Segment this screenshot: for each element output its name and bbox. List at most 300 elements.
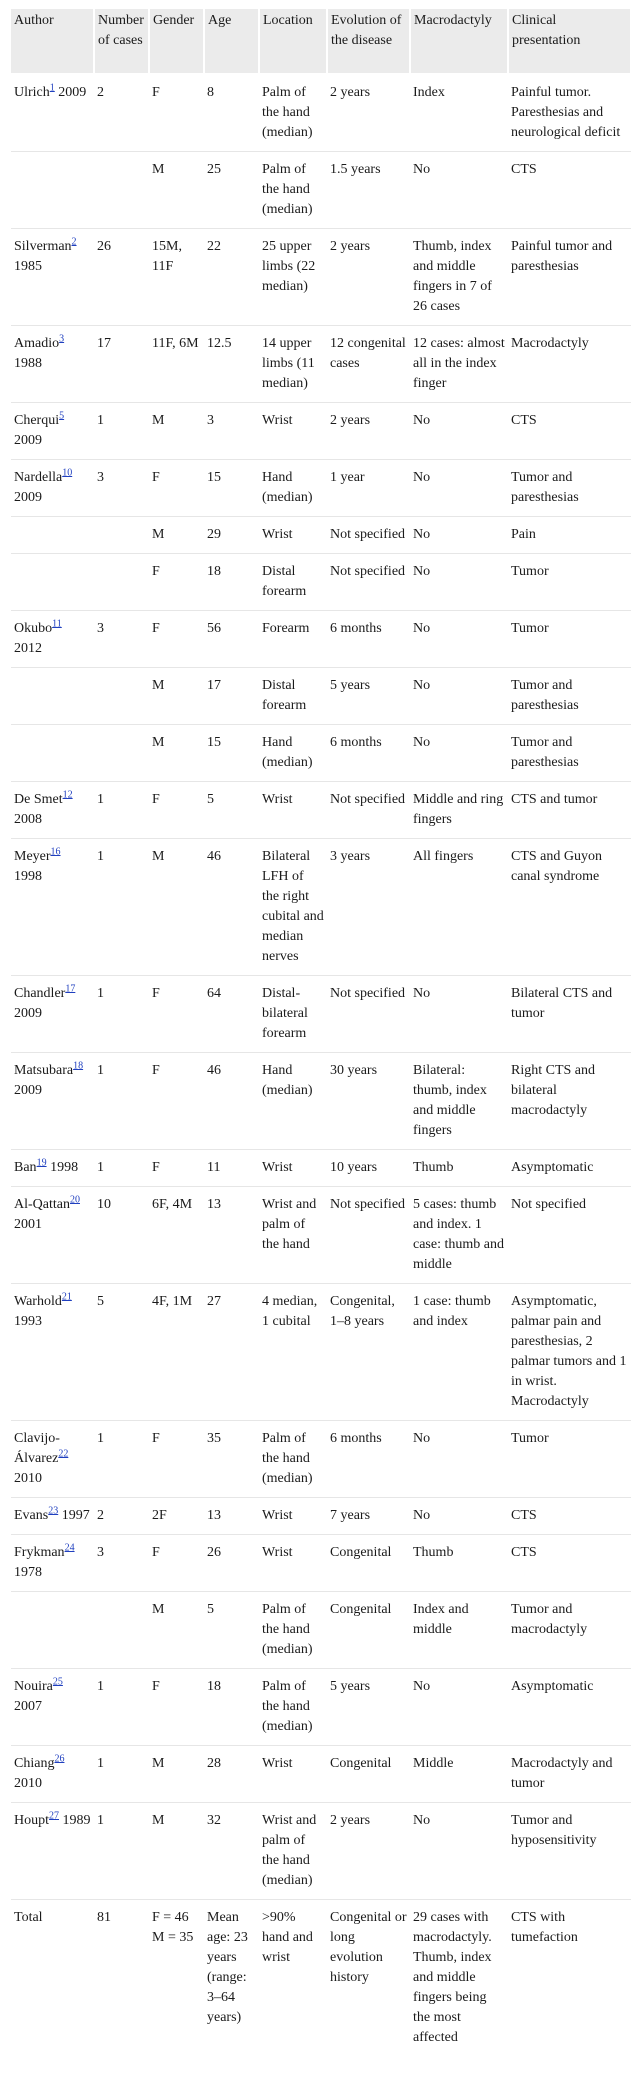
table-row: [11, 152, 631, 229]
cases-cell: 1: [94, 1669, 149, 1746]
author-cell: [11, 229, 94, 326]
table-row: [11, 1803, 631, 1900]
table-row: [11, 1421, 631, 1498]
macrodactyly-cell: All fingers: [410, 839, 508, 976]
cases-cell: 26: [94, 229, 149, 326]
author-name: Clavijo-Álvarez: [14, 1431, 60, 1466]
location-cell: 25 upper limbs (22 median): [259, 229, 327, 326]
age-cell: 46: [204, 1053, 259, 1150]
cases-cell: 1: [94, 976, 149, 1053]
author-cell: [11, 1498, 94, 1535]
evolution-cell: 2 years: [327, 229, 410, 326]
reference-link[interactable]: 27: [49, 1810, 59, 1822]
author-cell: [11, 326, 94, 403]
gender-cell: F: [149, 460, 204, 517]
author-cell: [11, 74, 94, 152]
cases-cell: 2: [94, 1498, 149, 1535]
clinical-cell: Bilateral CTS and tumor: [508, 976, 631, 1053]
author-cell: [11, 1592, 94, 1669]
location-cell: Wrist: [259, 1746, 327, 1803]
header-number-of-cases: Number of cases: [94, 9, 149, 74]
author-cell: [11, 1421, 94, 1498]
location-cell: Hand (median): [259, 460, 327, 517]
location-cell: >90% hand and wrist: [262, 1910, 313, 1965]
reference-link[interactable]: 16: [50, 846, 61, 858]
location-cell: 4 median, 1 cubital: [259, 1284, 327, 1421]
gender-cell: F: [149, 611, 204, 668]
age-cell: Mean age: 23 years (range: 3–64 years): [207, 1910, 248, 2025]
cases-cell: 10: [94, 1187, 149, 1284]
age-cell: 35: [204, 1421, 259, 1498]
age-cell: 15: [204, 460, 259, 517]
macrodactyly-cell: No: [410, 554, 508, 611]
table-row: [11, 1535, 631, 1592]
macrodactyly-cell: No: [410, 611, 508, 668]
cases-cell: 5: [94, 1284, 149, 1421]
evolution-cell: 5 years: [327, 668, 410, 725]
publication-year: 2010: [14, 1776, 42, 1791]
author-name: Frykman: [14, 1545, 65, 1560]
gender-cell: F = 46 M = 35: [152, 1910, 194, 1945]
cases-cell: 1: [94, 1150, 149, 1187]
author-name: Nouira: [14, 1679, 53, 1694]
age-cell: 5: [204, 782, 259, 839]
age-cell: 56: [204, 611, 259, 668]
header-clinical-presentation: Clinical presentation: [508, 9, 631, 74]
evolution-cell: Not specified: [327, 554, 410, 611]
author-cell: [11, 668, 94, 725]
gender-cell: F: [149, 1669, 204, 1746]
author-name: Silverman: [14, 239, 72, 254]
location-cell: Palm of the hand (median): [259, 1669, 327, 1746]
author-name: Houpt: [14, 1813, 49, 1828]
clinical-cell: CTS: [508, 1498, 631, 1535]
evolution-cell: 2 years: [327, 74, 410, 152]
author-name: De Smet: [14, 792, 63, 807]
evolution-cell: 1.5 years: [327, 152, 410, 229]
publication-year: 2008: [14, 812, 42, 827]
author-cell: [11, 1803, 94, 1900]
clinical-cell: Asymptomatic: [508, 1150, 631, 1187]
table-body: [11, 74, 631, 2056]
author-cell: [11, 611, 94, 668]
reference-link[interactable]: 25: [52, 1676, 63, 1688]
table-row: [11, 1592, 631, 1669]
macrodactyly-cell: Bilateral: thumb, index and middle fingers: [410, 1053, 508, 1150]
macrodactyly-cell: 5 cases: thumb and index. 1 case: thumb and middle: [410, 1187, 508, 1284]
table-row: [11, 460, 631, 517]
location-cell: 14 upper limbs (11 median): [259, 326, 327, 403]
author-name: Total: [14, 1910, 43, 1925]
author-name: Cherqui: [14, 413, 60, 428]
reference-link[interactable]: 18: [73, 1060, 84, 1072]
publication-year: 2007: [14, 1699, 42, 1714]
cases-cell: 1: [94, 839, 149, 976]
gender-cell: 6F, 4M: [149, 1187, 204, 1284]
gender-cell: 15M, 11F: [149, 229, 204, 326]
age-cell: 29: [204, 517, 259, 554]
cases-cell: 81: [97, 1910, 111, 1925]
gender-cell: F: [149, 782, 204, 839]
location-cell: Wrist and palm of the hand: [259, 1187, 327, 1284]
macrodactyly-cell: No: [410, 725, 508, 782]
table-row: [11, 782, 631, 839]
clinical-cell: Not specified: [508, 1187, 631, 1284]
author-name: Chiang: [14, 1756, 55, 1771]
cases-cell: [94, 1592, 149, 1669]
clinical-cell: Tumor: [508, 611, 631, 668]
evolution-cell: 12 congenital cases: [327, 326, 410, 403]
evolution-cell: 2 years: [327, 1803, 410, 1900]
location-cell: Wrist and palm of the hand (median): [259, 1803, 327, 1900]
evolution-cell: 3 years: [327, 839, 410, 976]
cases-cell: [94, 517, 149, 554]
author-name: Nardella: [14, 470, 63, 485]
age-cell: 25: [204, 152, 259, 229]
location-cell: Forearm: [259, 611, 327, 668]
table-header: [11, 9, 631, 74]
location-cell: Distal-bilateral forearm: [259, 976, 327, 1053]
author-name: Okubo: [14, 621, 53, 636]
author-name: Chandler: [14, 986, 66, 1001]
age-cell: 32: [204, 1803, 259, 1900]
table-row: [11, 74, 631, 152]
gender-cell: M: [149, 152, 204, 229]
evolution-cell: 6 months: [327, 1421, 410, 1498]
gender-cell: M: [149, 839, 204, 976]
location-cell: Hand (median): [259, 725, 327, 782]
macrodactyly-cell: No: [410, 1669, 508, 1746]
macrodactyly-cell: No: [410, 1498, 508, 1535]
macrodactyly-cell: Thumb, index and middle fingers in 7 of 26 cases: [410, 229, 508, 326]
author-cell: [11, 1187, 94, 1284]
publication-year: 2012: [14, 641, 42, 656]
macrodactyly-cell: No: [410, 460, 508, 517]
cases-cell: 1: [94, 1746, 149, 1803]
location-cell: Hand (median): [259, 1053, 327, 1150]
gender-cell: F: [149, 976, 204, 1053]
reference-link[interactable]: 10: [62, 467, 73, 479]
clinical-cell: Pain: [508, 517, 631, 554]
clinical-cell: Painful tumor. Paresthesias and neurological deficit: [508, 74, 631, 152]
clinical-cell: Tumor and paresthesias: [508, 725, 631, 782]
table-row: [11, 517, 631, 554]
macrodactyly-cell: Thumb: [410, 1535, 508, 1592]
cases-cell: 1: [94, 782, 149, 839]
table-row: [11, 1187, 631, 1284]
cases-cell: 3: [94, 1535, 149, 1592]
cases-cell: 1: [94, 1421, 149, 1498]
author-name: Amadio: [14, 336, 60, 351]
case-series-table: [11, 9, 632, 2056]
location-cell: Palm of the hand (median): [259, 152, 327, 229]
gender-cell: M: [149, 1746, 204, 1803]
reference-link[interactable]: 21: [61, 1291, 72, 1303]
publication-year: 1998: [14, 869, 42, 884]
location-cell: Wrist: [259, 1150, 327, 1187]
evolution-cell: Not specified: [327, 1187, 410, 1284]
author-cell: [11, 782, 94, 839]
evolution-cell: Congenital: [327, 1746, 410, 1803]
table-row: [11, 976, 631, 1053]
age-cell: 11: [204, 1150, 259, 1187]
clinical-cell: Asymptomatic: [508, 1669, 631, 1746]
location-cell: Palm of the hand (median): [259, 1421, 327, 1498]
clinical-cell: Macrodactyly and tumor: [508, 1746, 631, 1803]
author-name: Ulrich: [14, 85, 50, 100]
gender-cell: M: [149, 1592, 204, 1669]
author-cell: [11, 1535, 94, 1592]
gender-cell: M: [149, 403, 204, 460]
author-name: Matsubara: [14, 1063, 74, 1078]
age-cell: 8: [204, 74, 259, 152]
evolution-cell: Congenital or long evolution history: [330, 1910, 407, 1985]
gender-cell: 4F, 1M: [149, 1284, 204, 1421]
macrodactyly-cell: Middle: [410, 1746, 508, 1803]
reference-link[interactable]: 3: [59, 333, 65, 345]
macrodactyly-cell: Middle and ring fingers: [410, 782, 508, 839]
reference-link[interactable]: 22: [58, 1448, 69, 1460]
macrodactyly-cell: No: [410, 517, 508, 554]
cases-cell: 1: [94, 1803, 149, 1900]
gender-cell: F: [149, 1053, 204, 1150]
clinical-cell: Asymptomatic, palmar pain and paresthesias, 2 palmar tumors and 1 in wrist. Macrodactyly: [508, 1284, 631, 1421]
evolution-cell: Congenital: [327, 1592, 410, 1669]
table-container: [11, 9, 631, 2056]
evolution-cell: 10 years: [327, 1150, 410, 1187]
macrodactyly-cell: No: [410, 668, 508, 725]
location-cell: Wrist: [259, 517, 327, 554]
author-name: Meyer: [14, 849, 51, 864]
header-row: [11, 9, 631, 74]
reference-link[interactable]: 5: [59, 410, 65, 422]
author-cell: [11, 152, 94, 229]
table-row: [11, 668, 631, 725]
author-name: Warhold: [14, 1294, 62, 1309]
table-row: [11, 1498, 631, 1535]
age-cell: 15: [204, 725, 259, 782]
header-location: Location: [259, 9, 327, 74]
evolution-cell: 7 years: [327, 1498, 410, 1535]
gender-cell: M: [149, 517, 204, 554]
clinical-cell: Tumor: [508, 1421, 631, 1498]
table-row: [11, 1150, 631, 1187]
author-cell: [11, 976, 94, 1053]
age-cell: 46: [204, 839, 259, 976]
author-cell: [11, 1746, 94, 1803]
table-row: [11, 839, 631, 976]
cases-cell: [94, 668, 149, 725]
macrodactyly-cell: No: [410, 152, 508, 229]
header-age: Age: [204, 9, 259, 74]
macrodactyly-cell: Thumb: [410, 1150, 508, 1187]
header-gender: Gender: [149, 9, 204, 74]
location-cell: Wrist: [259, 1535, 327, 1592]
publication-year: 2009: [14, 1083, 42, 1098]
evolution-cell: 30 years: [327, 1053, 410, 1150]
publication-year: 2001: [14, 1217, 42, 1232]
gender-cell: F: [149, 554, 204, 611]
cases-cell: [94, 152, 149, 229]
table-row: [11, 1284, 631, 1421]
age-cell: 3: [204, 403, 259, 460]
table-row: [11, 611, 631, 668]
publication-year: 2009: [14, 433, 42, 448]
clinical-cell: Macrodactyly: [508, 326, 631, 403]
reference-link[interactable]: 19: [36, 1157, 47, 1169]
author-cell: [11, 554, 94, 611]
evolution-cell: 2 years: [327, 403, 410, 460]
gender-cell: F: [149, 1535, 204, 1592]
gender-cell: M: [149, 1803, 204, 1900]
publication-year: 2009: [58, 85, 87, 100]
clinical-cell: CTS: [508, 152, 631, 229]
macrodactyly-cell: 29 cases with macrodactyly. Thumb, index and middle fingers being the most affected: [413, 1910, 492, 2045]
evolution-cell: Congenital, 1–8 years: [327, 1284, 410, 1421]
macrodactyly-cell: No: [410, 403, 508, 460]
clinical-cell: Tumor and paresthesias: [508, 460, 631, 517]
evolution-cell: 1 year: [327, 460, 410, 517]
author-name: Al-Qattan: [14, 1197, 70, 1212]
evolution-cell: Not specified: [327, 782, 410, 839]
clinical-cell: CTS and Guyon canal syndrome: [508, 839, 631, 976]
table-row: [11, 229, 631, 326]
author-name: Evans: [14, 1508, 49, 1523]
age-cell: 18: [204, 554, 259, 611]
reference-link[interactable]: 12: [62, 789, 73, 801]
age-cell: 12.5: [204, 326, 259, 403]
gender-cell: F: [149, 1421, 204, 1498]
author-cell: [11, 1150, 94, 1187]
clinical-cell: Tumor and hyposensitivity: [508, 1803, 631, 1900]
cases-cell: 17: [94, 326, 149, 403]
macrodactyly-cell: No: [410, 1421, 508, 1498]
author-cell: [11, 403, 94, 460]
location-cell: Distal forearm: [259, 554, 327, 611]
publication-year: 2009: [14, 490, 42, 505]
reference-link[interactable]: 1: [49, 82, 55, 94]
table-row: [11, 725, 631, 782]
publication-year: 2010: [14, 1471, 42, 1486]
reference-link[interactable]: 23: [48, 1505, 59, 1517]
gender-cell: M: [149, 668, 204, 725]
publication-year: 1998: [50, 1160, 79, 1175]
gender-cell: F: [149, 1150, 204, 1187]
macrodactyly-cell: 1 case: thumb and index: [410, 1284, 508, 1421]
total-row: [11, 1900, 631, 2057]
publication-year: 1988: [14, 356, 42, 371]
cases-cell: 2: [94, 74, 149, 152]
age-cell: 13: [204, 1498, 259, 1535]
age-cell: 18: [204, 1669, 259, 1746]
reference-link[interactable]: 26: [54, 1753, 65, 1765]
age-cell: 17: [204, 668, 259, 725]
clinical-cell: Right CTS and bilateral macrodactyly: [508, 1053, 631, 1150]
header-macrodactyly: Macrodactyly: [410, 9, 508, 74]
clinical-cell: CTS and tumor: [508, 782, 631, 839]
gender-cell: 11F, 6M: [149, 326, 204, 403]
gender-cell: M: [149, 725, 204, 782]
table-row: [11, 554, 631, 611]
location-cell: Palm of the hand (median): [259, 1592, 327, 1669]
author-cell: [11, 1284, 94, 1421]
publication-year: 1985: [14, 259, 42, 274]
gender-cell: F: [149, 74, 204, 152]
table-row: [11, 403, 631, 460]
reference-link[interactable]: 11: [52, 618, 62, 630]
macrodactyly-cell: Index: [410, 74, 508, 152]
age-cell: 64: [204, 976, 259, 1053]
cases-cell: 3: [94, 460, 149, 517]
author-cell: [11, 1900, 94, 2057]
age-cell: 27: [204, 1284, 259, 1421]
clinical-cell: Painful tumor and paresthesias: [508, 229, 631, 326]
author-cell: [11, 1669, 94, 1746]
macrodactyly-cell: No: [410, 1803, 508, 1900]
header-author: Author: [11, 9, 94, 74]
clinical-cell: CTS with tumefaction: [511, 1910, 578, 1945]
age-cell: 13: [204, 1187, 259, 1284]
evolution-cell: Not specified: [327, 976, 410, 1053]
author-cell: [11, 460, 94, 517]
macrodactyly-cell: Index and middle: [410, 1592, 508, 1669]
publication-year: 2009: [14, 1006, 42, 1021]
location-cell: Wrist: [259, 782, 327, 839]
clinical-cell: Tumor: [508, 554, 631, 611]
cases-cell: 1: [94, 403, 149, 460]
table-row: [11, 1746, 631, 1803]
clinical-cell: Tumor and macrodactyly: [508, 1592, 631, 1669]
cases-cell: [94, 554, 149, 611]
location-cell: Bilateral LFH of the right cubital and median nerves: [259, 839, 327, 976]
reference-link[interactable]: 24: [64, 1542, 75, 1554]
reference-link[interactable]: 20: [69, 1194, 80, 1206]
publication-year: 1978: [14, 1565, 42, 1580]
evolution-cell: 6 months: [327, 725, 410, 782]
evolution-cell: 5 years: [327, 1669, 410, 1746]
table-row: [11, 1053, 631, 1150]
cases-cell: 3: [94, 611, 149, 668]
evolution-cell: Not specified: [327, 517, 410, 554]
clinical-cell: CTS: [508, 403, 631, 460]
age-cell: 22: [204, 229, 259, 326]
reference-link[interactable]: 17: [65, 983, 76, 995]
clinical-cell: CTS: [508, 1535, 631, 1592]
cases-cell: [94, 725, 149, 782]
age-cell: 28: [204, 1746, 259, 1803]
author-name: Ban: [14, 1160, 37, 1175]
location-cell: Palm of the hand (median): [259, 74, 327, 152]
publication-year: 1997: [61, 1508, 90, 1523]
location-cell: Wrist: [259, 403, 327, 460]
author-cell: [11, 839, 94, 976]
table-row: [11, 326, 631, 403]
author-cell: [11, 1053, 94, 1150]
location-cell: Distal forearm: [259, 668, 327, 725]
reference-link[interactable]: 2: [71, 236, 77, 248]
header-evolution: Evolution of the disease: [327, 9, 410, 74]
publication-year: 1989: [62, 1813, 91, 1828]
age-cell: 26: [204, 1535, 259, 1592]
clinical-cell: Tumor and paresthesias: [508, 668, 631, 725]
evolution-cell: 6 months: [327, 611, 410, 668]
gender-cell: 2F: [149, 1498, 204, 1535]
evolution-cell: Congenital: [327, 1535, 410, 1592]
author-cell: [11, 725, 94, 782]
macrodactyly-cell: 12 cases: almost all in the index finger: [410, 326, 508, 403]
publication-year: 1993: [14, 1314, 42, 1329]
macrodactyly-cell: No: [410, 976, 508, 1053]
